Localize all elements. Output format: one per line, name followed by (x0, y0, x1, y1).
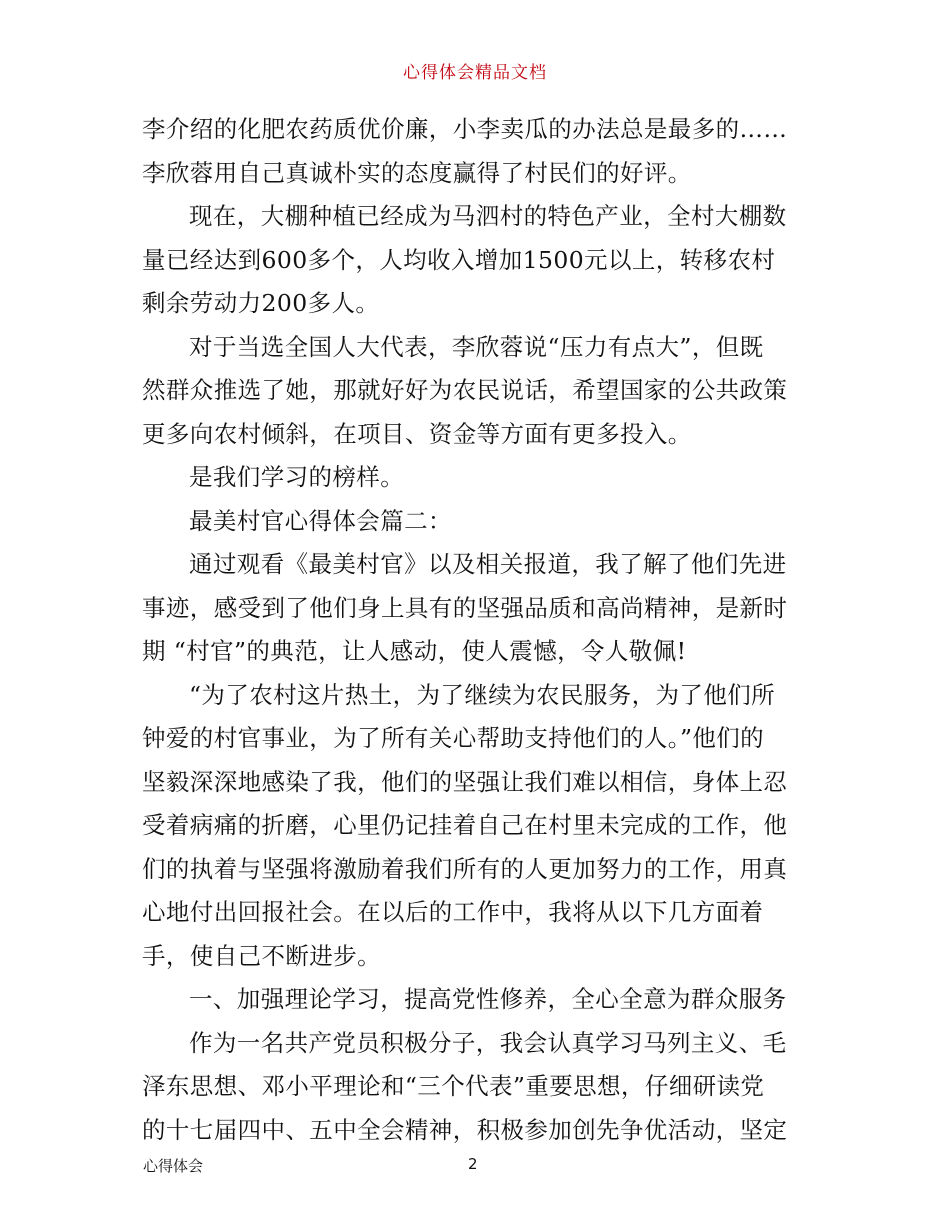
body-line: 李欣蓉用自己真诚朴实的态度赢得了村民们的好评。 (142, 158, 692, 187)
body-line: 的十七届四中、五中全会精神，积极参加创先争优活动，坚定 (142, 1115, 788, 1144)
body-line: “为了农村这片热土，为了继续为农民服务，为了他们所 (189, 680, 776, 709)
page-number: 2 (468, 1155, 478, 1173)
body-line: 现在，大棚种植已经成为马泗村的特色产业，全村大棚数 (189, 202, 787, 230)
body-line: 事迹，感受到了他们身上具有的坚强品质和高尚精神，是新时 (142, 593, 788, 622)
body-line: 李介绍的化肥农药质优价廉，小李卖瓜的办法总是最多的…… (142, 115, 788, 143)
section-heading: 最美村官心得体会篇二： (189, 506, 452, 535)
body-line: 期 “村官”的典范，让人感动，使人震憾，令人敬佩! (142, 637, 687, 665)
body-line: 通过观看《最美村官》以及相关报道，我了解了他们先进 (189, 550, 787, 578)
body-line: 坚毅深深地感染了我，他们的坚强让我们难以相信，身体上忍 (142, 767, 788, 796)
body-line: 是我们学习的榜样。 (189, 463, 405, 491)
body-line: 手，使自己不断进步。 (142, 941, 381, 970)
footer-label: 心得体会 (143, 1157, 204, 1175)
body-line: 心地付出回报社会。在以后的工作中，我将从以下几方面着 (142, 898, 764, 926)
document-header-title: 心得体会精品文档 (403, 63, 547, 83)
section-heading: 一、加强理论学习，提高党性修养，全心全意为群众服务 (189, 985, 787, 1013)
body-line: 钟爱的村官事业，为了所有关心帮助支持他们的人。”他们的 (142, 724, 765, 752)
body-line: 量已经达到600多个，人均收入增加1500元以上，转移农村 (142, 245, 776, 274)
body-line: 们的执着与坚强将激励着我们所有的人更加努力的工作，用真 (142, 854, 788, 883)
body-line: 泽东思想、邓小平理论和“三个代表”重要思想，仔细研读党 (142, 1072, 765, 1100)
body-line: 对于当选全国人大代表，李欣蓉说“压力有点大”，但既 (189, 332, 764, 361)
body-line: 更多向农村倾斜，在项目、资金等方面有更多投入。 (142, 419, 692, 448)
body-line: 剩余劳动力200多人。 (142, 289, 380, 317)
body-line: 作为一名共产党员积极分子，我会认真学习马列主义、毛 (189, 1028, 787, 1057)
body-line: 受着病痛的折磨，心里仍记挂着自己在村里未完成的工作，他 (142, 811, 788, 839)
body-line: 然群众推选了她，那就好好为农民说话，希望国家的公共政策 (142, 376, 788, 404)
document-body (142, 108, 812, 1152)
